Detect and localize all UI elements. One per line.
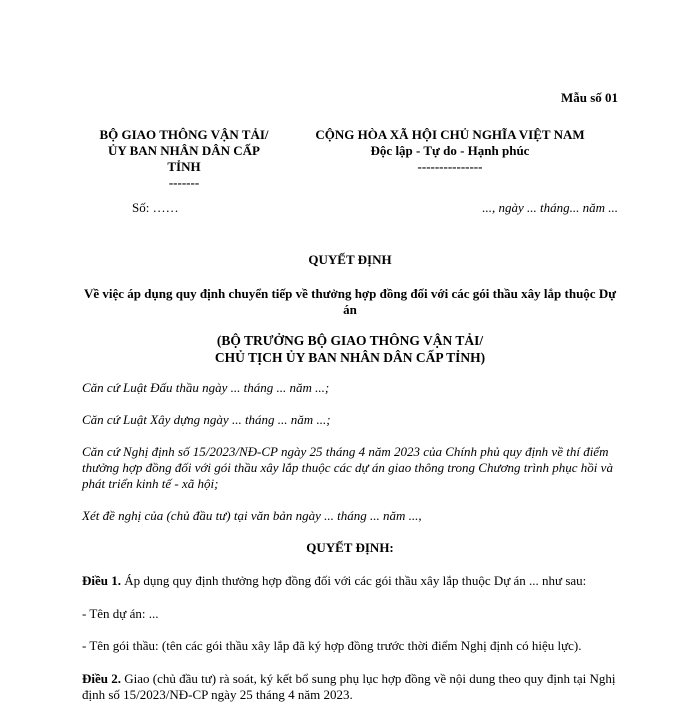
document-subject: Về việc áp dụng quy định chuyển tiếp về thưởng hợp đồng đối với các gói thầu xây lắp thuộc Dự án [83,286,617,317]
form-number: Mẫu số 01 [560,90,618,105]
agency-line-3: TỈNH [167,159,201,174]
article-2 [82,671,618,703]
document-body [82,380,618,719]
article-1-label: Điều 1. [82,573,121,588]
article-2-label: Điều 2. [82,671,121,686]
agency-line-2: ỦY BAN NHÂN DÂN CẤP [108,143,260,158]
issuing-agency-header [84,127,284,191]
document-title: QUYẾT ĐỊNH [308,252,392,267]
national-motto-header [300,127,600,175]
decision-heading: QUYẾT ĐỊNH: [306,540,394,555]
list-item: - Tên dự án: ... [82,606,159,621]
preamble-item: Căn cứ Luật Xây dựng ngày ... tháng ... năm ...; [82,412,331,427]
motto-separator: --------------- [417,159,483,174]
motto: Độc lập - Tự do - Hạnh phúc [370,143,530,158]
list-item: - Tên gói thầu: (tên các gói thầu xây lắp đã ký hợp đồng trước thời điểm Nghị định có hiệu lực). [82,638,582,653]
preamble-item: Xét đề nghị của (chủ đầu tư) tại văn bản ngày ... tháng ... năm ..., [82,508,422,523]
article-2-text: Giao (chủ đầu tư) rà soát, ký kết bổ sung phụ lục hợp đồng về nội dung theo quy định tại Nghị định số 15/2023/NĐ-CP ngày 25 tháng 4 năm 2023. [82,671,616,702]
article-1-text: Áp dụng quy định thưởng hợp đồng đối với các gói thầu xây lắp thuộc Dự án ... như sau: [121,573,587,588]
article-1 [82,573,618,589]
preamble-item: Căn cứ Nghị định số 15/2023/NĐ-CP ngày 25 tháng 4 năm 2023 của Chính phủ quy định về thí điểm thưởng hợp đồng đối với gói thầu xây lắp thuộc các dự án giao thông trong Chương trình phục hồi và phát triển kinh tế - xã hội; [82,444,613,491]
agency-separator: ------- [168,175,200,190]
preamble-item: Căn cứ Luật Đấu thầu ngày ... tháng ... năm ...; [82,380,330,395]
agency-line-1: BỘ GIAO THÔNG VẬN TẢI/ [99,127,269,142]
title-block [82,252,618,366]
document-date: ..., ngày ... tháng... năm ... [482,200,618,215]
document-number: Số: …… [132,200,179,215]
authority-line-2: CHỦ TỊCH ỦY BAN NHÂN DÂN CẤP TỈNH) [214,350,486,365]
country-name: CỘNG HÒA XÃ HỘI CHỦ NGHĨA VIỆT NAM [315,127,585,142]
issuing-authority [82,332,618,366]
authority-line-1: (BỘ TRƯỞNG BỘ GIAO THÔNG VẬN TẢI/ [216,333,484,348]
